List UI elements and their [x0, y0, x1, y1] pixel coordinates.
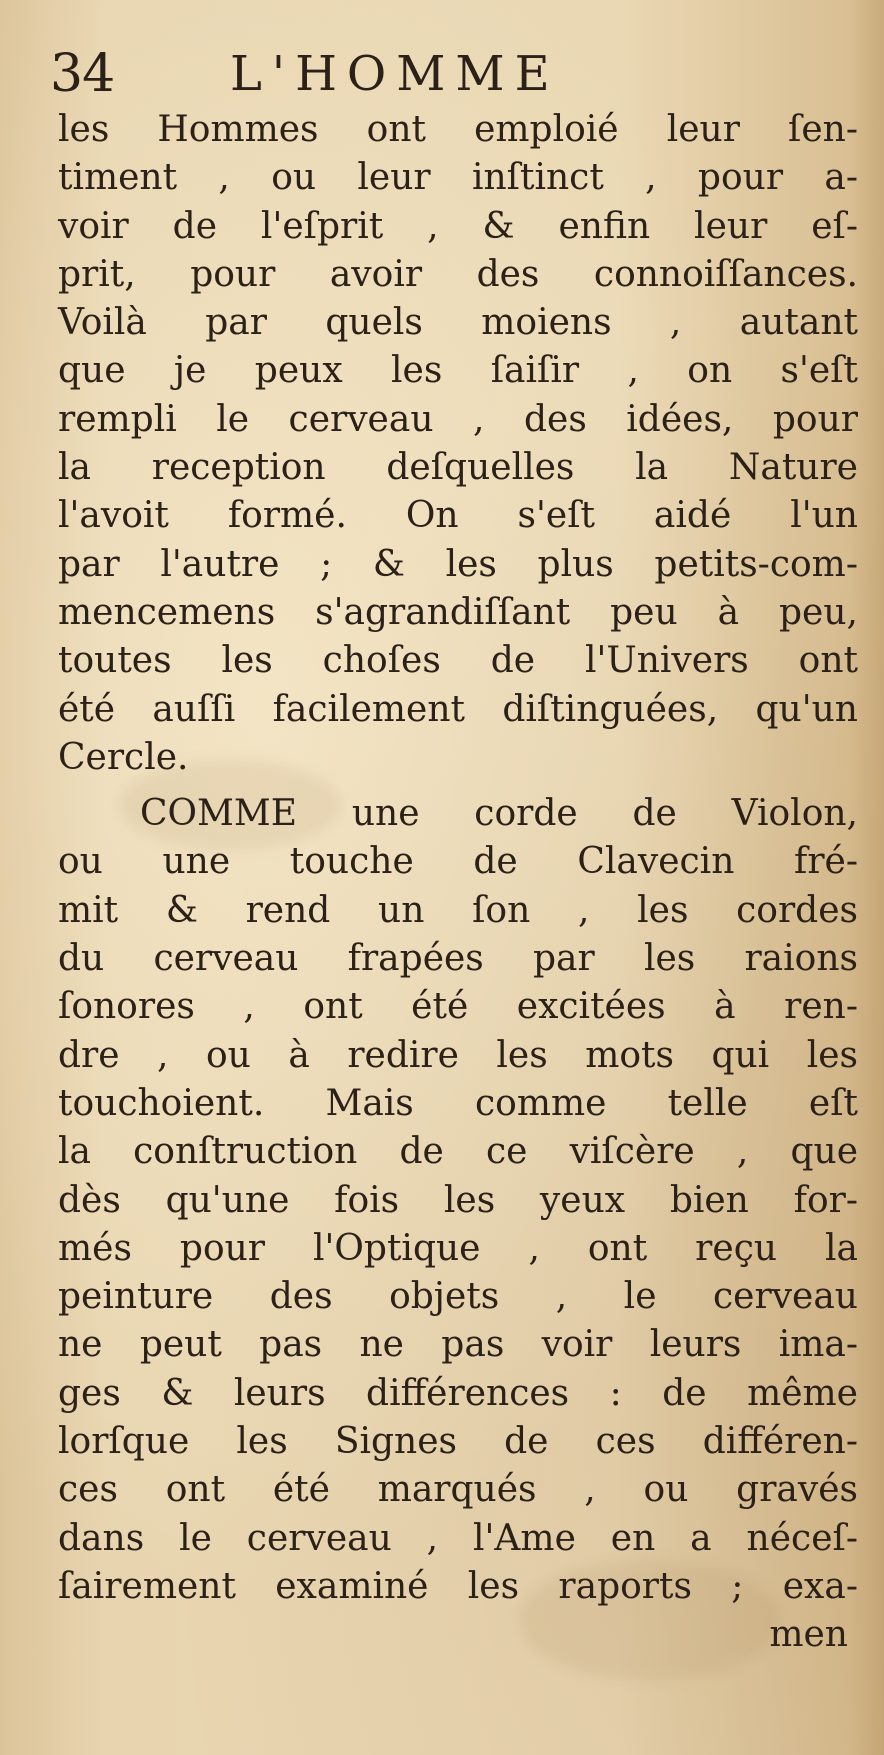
text-line: ces ont été marqués , ou gravés	[58, 1469, 858, 1511]
text-line: les Hommes ont emploié leur ſen-	[58, 109, 858, 150]
running-head: L'HOMME	[230, 46, 560, 102]
paragraph	[58, 790, 858, 1659]
text-line: ſonores , ont été excitées à ren-	[58, 986, 858, 1028]
text-line: més pour l'Optique , ont reçu la	[58, 1227, 858, 1269]
text-line: COMME une corde de Violon,	[140, 793, 858, 835]
text-line: par l'autre ; & les plus petits-com-	[58, 543, 858, 585]
paragraph	[58, 106, 858, 782]
text-line: dès qu'une fois les yeux bien for-	[58, 1179, 858, 1221]
text-line: Voilà par quels moiens , autant	[58, 302, 858, 344]
body-text	[58, 106, 858, 1660]
text-line: que je peux les ſaiſir , on s'eſt	[58, 350, 858, 392]
text-line: touchoient. Mais comme telle eſt	[58, 1082, 858, 1124]
text-line: du cerveau frapées par les raions	[58, 938, 858, 980]
page-header	[50, 40, 850, 112]
text-line: mencemens s'agrandiſſant peu à peu,	[58, 591, 858, 633]
text-line: ges & leurs différences : de même	[58, 1372, 858, 1414]
text-line: la conſtruction de ce viſcère , que	[58, 1131, 858, 1173]
text-line: lorſque les Signes de ces différen-	[58, 1421, 858, 1463]
text-line: peinture des objets , le cerveau	[58, 1276, 858, 1318]
text-line: été auſſi facilement diſtinguées, qu'un	[58, 688, 858, 730]
text-line: la reception deſquelles la Nature	[58, 447, 858, 489]
text-line: rempli le cerveau , des idées, pour	[58, 398, 858, 440]
text-line: prit, pour avoir des connoiſſances.	[58, 253, 858, 295]
text-line: Cercle.	[58, 736, 189, 778]
text-line: dre , ou à redire les mots qui les	[58, 1034, 858, 1076]
text-line: dans le cerveau , l'Ame en a néceſ-	[58, 1517, 858, 1559]
text-line: ou une touche de Clavecin fré-	[58, 841, 858, 883]
text-line: toutes les choſes de l'Univers ont	[58, 640, 858, 682]
catchword: men	[769, 1614, 848, 1656]
text-line: ne peut pas ne pas voir leurs ima-	[58, 1324, 858, 1366]
text-line: l'avoit formé. On s'eſt aidé l'un	[58, 495, 858, 537]
text-line: ſairement examiné les raports ; exa-	[58, 1565, 858, 1607]
page-number: 34	[50, 44, 115, 104]
text-line: mit & rend un ſon , les cordes	[58, 889, 858, 931]
text-line: voir de l'eſprit , & enfin leur eſ-	[58, 205, 858, 247]
text-line: timent , ou leur inſtinct , pour a-	[58, 157, 858, 199]
